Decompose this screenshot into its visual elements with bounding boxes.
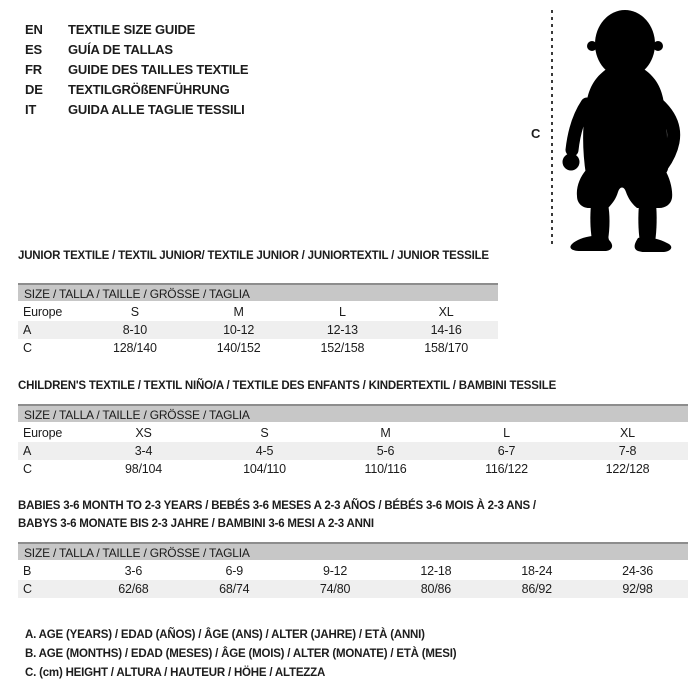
table-rows (18, 562, 688, 598)
size-header-bar: SIZE / TALLA / TAILLE / GRÖSSE / TAGLIA (18, 283, 498, 301)
value-cell: XS (135, 426, 152, 440)
table-row (18, 442, 688, 460)
language-code: FR (25, 62, 42, 77)
value-cell: 10-12 (223, 323, 255, 337)
value-cell: 5-6 (376, 444, 395, 458)
value-cell: XL (620, 426, 635, 440)
value-cell: 68/74 (219, 582, 250, 596)
height-dotted-line (551, 10, 553, 244)
table-title: JUNIOR TEXTILE / TEXTIL JUNIOR/ TEXTILE JUNIOR / JUNIORTEXTIL / JUNIOR TESSILE (18, 250, 489, 262)
value-cell: M (233, 305, 244, 319)
value-cell: 8-10 (122, 323, 147, 337)
table-row (18, 580, 688, 598)
language-code: IT (25, 102, 37, 117)
value-cell: 110/116 (364, 462, 407, 476)
row-label-cell: Europe (23, 426, 63, 440)
language-row (25, 20, 248, 40)
language-row (25, 40, 248, 60)
language-code: ES (25, 42, 42, 57)
value-cell: 158/170 (424, 341, 469, 355)
table-rows (18, 424, 688, 478)
language-list (25, 20, 248, 120)
row-label-cell: B (23, 564, 32, 578)
size-table-children (18, 377, 688, 478)
footnotes (25, 626, 456, 683)
size-table-junior (18, 247, 498, 357)
language-label: GUIDE DES TAILLES TEXTILE (68, 62, 249, 77)
table-row (18, 562, 688, 580)
row-label-cell: Europe (23, 305, 63, 319)
value-cell: 92/98 (622, 582, 653, 596)
value-cell: 9-12 (322, 564, 348, 578)
table-title: BABIES 3-6 MONTH TO 2-3 YEARS / BEBÉS 3-6 MESES A 2-3 AÑOS / BÉBÉS 3-6 MOIS À 2-3 ANS / BABYS 3-6 MONATE BIS 2-3 JAHRE / BAMBINI 3-6 MESI A 2-3 ANNI (18, 500, 536, 530)
value-cell: 86/92 (521, 582, 552, 596)
value-cell: 98/104 (124, 462, 163, 476)
value-cell: L (503, 426, 510, 440)
footnote-line: A. AGE (YEARS) / EDAD (AÑOS) / ÂGE (ANS) / ALTER (JAHRE) / ETÀ (ANNI) (25, 629, 425, 641)
value-cell: 6-7 (497, 444, 516, 458)
value-cell: 24-36 (622, 564, 654, 578)
table-row (18, 424, 688, 442)
table-rows (18, 303, 498, 357)
value-cell: 3-4 (134, 444, 153, 458)
value-cell: 7-8 (618, 444, 637, 458)
value-cell: 122/128 (605, 462, 650, 476)
footnote-line: C. (cm) HEIGHT / ALTURA / HAUTEUR / HÖHE / ALTEZZA (25, 667, 326, 679)
table-row (18, 339, 498, 357)
table-title: CHILDREN'S TEXTILE / TEXTIL NIÑO/A / TEXTILE DES ENFANTS / KINDERTEXTIL / BAMBINI TESSILE (18, 380, 557, 392)
language-row (25, 80, 248, 100)
language-label: TEXTILE SIZE GUIDE (68, 22, 196, 37)
value-cell: M (380, 426, 391, 440)
value-cell: XL (438, 305, 454, 319)
size-header-bar: SIZE / TALLA / TAILLE / GRÖSSE / TAGLIA (18, 404, 688, 422)
value-cell: 18-24 (521, 564, 553, 578)
value-cell: 12-18 (420, 564, 452, 578)
value-cell: 116/122 (485, 462, 528, 476)
table-row (18, 303, 498, 321)
value-cell: S (260, 426, 269, 440)
row-label-cell: C (23, 462, 32, 476)
row-label-cell: A (23, 444, 32, 458)
language-code: EN (25, 22, 43, 37)
row-label-cell: C (23, 582, 32, 596)
value-cell: 6-9 (225, 564, 243, 578)
size-header-bar: SIZE / TALLA / TAILLE / GRÖSSE / TAGLIA (18, 542, 688, 560)
value-cell: 152/158 (320, 341, 365, 355)
value-cell: 140/152 (216, 341, 261, 355)
language-label: GUIDA ALLE TAGLIE TESSILI (68, 102, 245, 117)
value-cell: L (338, 305, 346, 319)
value-cell: 3-6 (124, 564, 143, 578)
table-row (18, 321, 498, 339)
height-measure-label: C (531, 126, 541, 141)
value-cell: 12-13 (326, 323, 358, 337)
language-row (25, 100, 248, 120)
value-cell: 14-16 (430, 323, 462, 337)
value-cell: 74/80 (319, 582, 351, 596)
language-label: TEXTILGRÖßENFÜHRUNG (68, 82, 230, 97)
value-cell: 62/68 (118, 582, 149, 596)
language-row (25, 60, 248, 80)
language-label: GUÍA DE TALLAS (68, 42, 173, 57)
value-cell: 80/86 (420, 582, 452, 596)
table-row (18, 460, 688, 478)
footnote-line: B. AGE (MONTHS) / EDAD (MESES) / ÂGE (MOIS) / ALTER (MONATE) / ETÀ (MESI) (25, 648, 457, 660)
value-cell: 104/110 (243, 462, 286, 476)
row-label-cell: A (23, 323, 32, 337)
value-cell: S (130, 305, 139, 319)
row-label-cell: C (23, 341, 32, 355)
value-cell: 128/140 (112, 341, 157, 355)
size-table-babies (18, 497, 688, 598)
toddler-silhouette-icon (556, 4, 692, 252)
value-cell: 4-5 (255, 444, 274, 458)
language-code: DE (25, 82, 43, 97)
